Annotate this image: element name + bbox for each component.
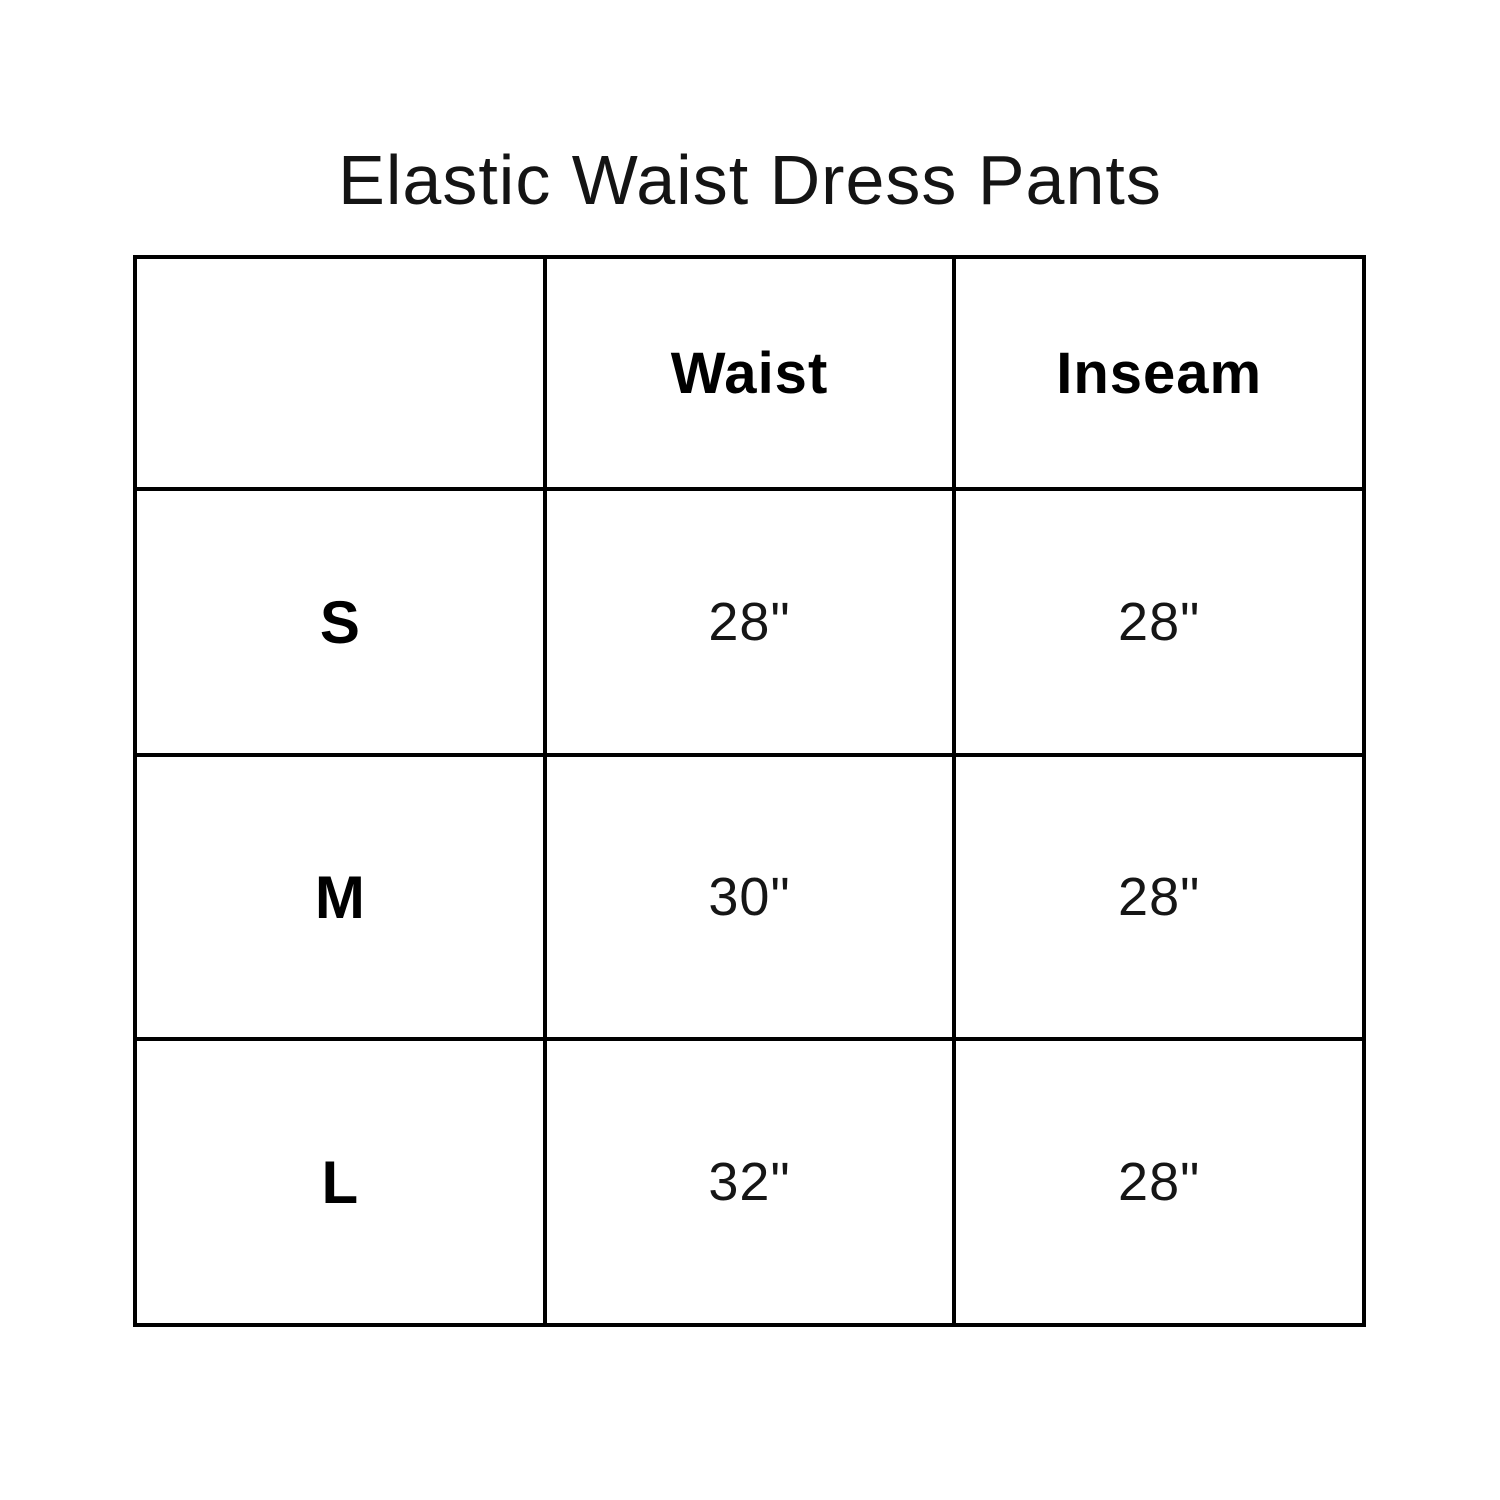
inseam-value-s: 28" — [956, 491, 1362, 753]
column-header-waist: Waist — [547, 259, 953, 487]
inseam-value-l: 28" — [956, 1041, 1362, 1323]
waist-value-l: 32" — [547, 1041, 953, 1323]
inseam-value-m: 28" — [956, 757, 1362, 1037]
page-title: Elastic Waist Dress Pants — [338, 141, 1162, 219]
corner-cell-empty — [137, 259, 543, 487]
row-label-m: M — [137, 757, 543, 1037]
row-label-s: S — [137, 491, 543, 753]
waist-value-s: 28" — [547, 491, 953, 753]
waist-value-m: 30" — [547, 757, 953, 1037]
column-header-inseam: Inseam — [956, 259, 1362, 487]
row-label-l: L — [137, 1041, 543, 1323]
size-chart-table — [133, 255, 1366, 1327]
